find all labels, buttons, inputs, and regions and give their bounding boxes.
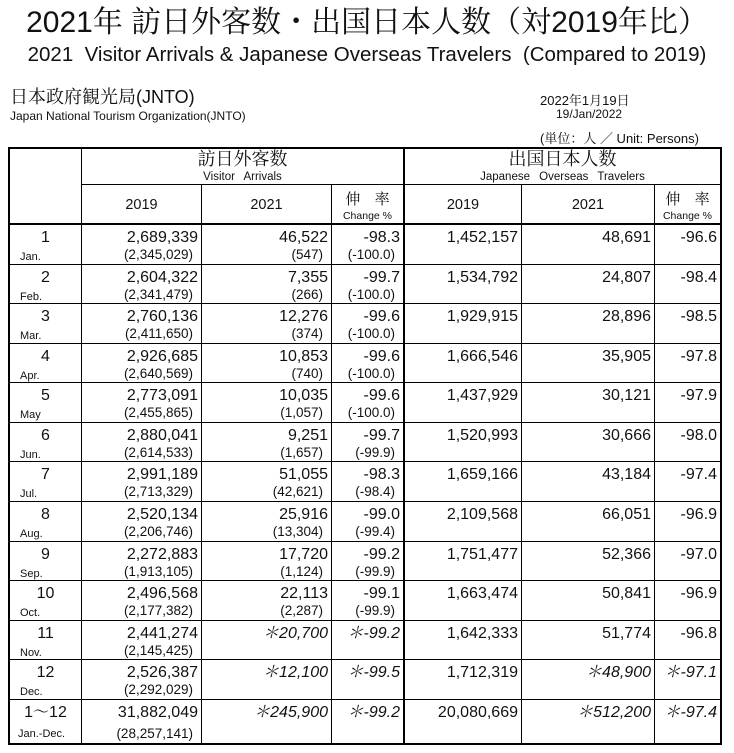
- overseas-2021-cell: [522, 383, 655, 423]
- overseas-travelers-title-en: Japanese Overseas Travelers: [480, 171, 645, 183]
- overseas-change-value: -98.0: [680, 426, 717, 444]
- visitor-2019-sub-value: (2,614,533): [123, 444, 193, 460]
- month-label-en: May: [20, 409, 41, 422]
- overseas-2019-cell: [405, 621, 522, 661]
- change-label-en: Change %: [662, 210, 713, 222]
- month-label-en: Mar.: [20, 330, 42, 343]
- visitor-change-value: -99.0: [363, 506, 400, 524]
- overseas-2019-cell: [405, 423, 522, 463]
- visitor-2021-value: 25,916: [279, 506, 328, 524]
- visitor-2019-cell: [82, 423, 202, 463]
- visitor-2019-value: 2,689,339: [126, 229, 198, 246]
- visitor-2019-cell: [82, 700, 202, 743]
- visitor-change-value: -99.1: [363, 585, 400, 603]
- overseas-2021-cell: [522, 542, 655, 582]
- organization-name: 日本政府観光局(JNTO): [10, 87, 195, 107]
- month-cell: [10, 344, 82, 384]
- overseas-2021-cell: [522, 462, 655, 502]
- page-title: 2021年 訪日外客数・出国日本人数（対2019年比）: [26, 6, 708, 39]
- overseas-change-value: -96.9: [680, 585, 717, 603]
- visitor-change-sub-value: (-100.0): [347, 247, 395, 262]
- visitor-2019-value: 2,760,136: [126, 308, 198, 326]
- visitor-2019-cell: [82, 304, 202, 344]
- overseas-change-value: -96.9: [680, 506, 717, 524]
- overseas-2021-cell: [522, 502, 655, 542]
- month-label: 12: [36, 664, 55, 682]
- overseas-2021-cell: [522, 581, 655, 621]
- overseas-2021-cell: [522, 225, 655, 265]
- visitor-2019-cell: [82, 502, 202, 542]
- visitor-2019-cell: [82, 265, 202, 305]
- visitor-2019-sub-value: (2,145,425): [123, 642, 193, 658]
- overseas-2021-value: 30,121: [602, 387, 651, 405]
- visitor-2021-header: 2021: [202, 185, 332, 225]
- overseas-2019-value: 1,534,792: [446, 268, 518, 286]
- overseas-2021-value: 35,905: [602, 347, 651, 365]
- visitor-2021-sub-value: (42,621): [272, 484, 323, 500]
- overseas-change-value: -97.4: [680, 466, 717, 484]
- visitor-change-cell: [332, 700, 405, 743]
- overseas-2021-value: 28,896: [602, 308, 651, 326]
- overseas-change-cell: [655, 581, 720, 621]
- overseas-2021-value: ＊48,900: [586, 664, 651, 682]
- visitor-change-cell: [332, 660, 405, 700]
- visitor-2019-header: 2019: [82, 185, 202, 225]
- overseas-2019-value: 1,437,929: [446, 387, 518, 405]
- overseas-2021-value: 50,841: [602, 585, 651, 603]
- overseas-2019-cell: [405, 542, 522, 582]
- visitor-2019-sub-value: (2,177,382): [123, 603, 193, 619]
- month-header-cell: [10, 149, 82, 225]
- visitor-change-sub-value: (-99.4): [355, 524, 395, 540]
- overseas-2021-cell: [522, 344, 655, 384]
- month-label: 6: [41, 426, 50, 444]
- overseas-2019-header: 2019: [405, 185, 522, 225]
- overseas-2021-value: 51,774: [602, 624, 651, 642]
- month-label-en: Jan.: [20, 251, 41, 263]
- month-cell: [10, 265, 82, 305]
- month-label-en: Dec.: [20, 686, 43, 699]
- month-cell: [10, 383, 82, 423]
- month-cell: [10, 581, 82, 621]
- month-cell: [10, 304, 82, 344]
- overseas-2021-cell: [522, 265, 655, 305]
- visitor-2021-value: 10,035: [279, 387, 328, 405]
- visitor-arrivals-title: 訪日外客数: [197, 149, 288, 169]
- overseas-2019-cell: [405, 304, 522, 344]
- overseas-change-cell: [655, 423, 720, 463]
- overseas-2019-value: 1,666,546: [446, 347, 518, 365]
- overseas-2021-cell: [522, 660, 655, 700]
- overseas-2019-value: 1,452,157: [446, 229, 518, 246]
- visitor-2019-cell: [82, 660, 202, 700]
- overseas-change-cell: [655, 660, 720, 700]
- visitor-2021-cell: [202, 225, 332, 265]
- change-label: 伸 率: [345, 191, 390, 208]
- visitor-2021-value: 22,113: [280, 585, 328, 603]
- month-label: 10: [36, 585, 55, 603]
- visitor-change-sub-value: (-98.4): [355, 484, 395, 500]
- overseas-2019-value: 1,642,333: [446, 624, 518, 642]
- visitor-change-value: ＊-99.2: [347, 624, 400, 642]
- visitor-2019-sub-value: (2,292,029): [123, 682, 193, 698]
- visitor-change-sub-value: (-100.0): [347, 286, 395, 302]
- visitor-2019-cell: [82, 383, 202, 423]
- visitor-change-cell: [332, 462, 405, 502]
- overseas-travelers-header: [405, 149, 720, 185]
- publish-date-en: 19/Jan/2022: [556, 107, 623, 121]
- overseas-change-header: [655, 185, 720, 225]
- visitor-change-value: -99.7: [363, 268, 400, 286]
- overseas-change-cell: [655, 265, 720, 305]
- overseas-2019-value: 1,751,477: [446, 545, 518, 563]
- month-label: 7: [41, 466, 50, 484]
- visitor-2019-cell: [82, 542, 202, 582]
- overseas-change-value: ＊-97.1: [664, 664, 717, 682]
- overseas-2019-cell: [405, 462, 522, 502]
- visitor-change-value: -99.6: [363, 347, 400, 365]
- month-cell: [10, 462, 82, 502]
- page-subtitle: 2021 Visitor Arrivals & Japanese Overseas Travelers (Compared to 2019): [27, 43, 707, 66]
- visitor-2021-cell: [202, 581, 332, 621]
- overseas-change-value: -96.8: [680, 624, 717, 642]
- month-label: 3: [41, 308, 50, 326]
- month-label: 8: [41, 506, 50, 524]
- visitor-2019-sub-value: (2,345,029): [123, 247, 193, 262]
- visitor-2019-cell: [82, 581, 202, 621]
- overseas-2021-value: 30,666: [602, 426, 651, 444]
- visitor-change-cell: [332, 383, 405, 423]
- overseas-2021-cell: [522, 423, 655, 463]
- visitor-change-cell: [332, 621, 405, 661]
- visitor-change-cell: [332, 423, 405, 463]
- visitor-change-sub-value: (-100.0): [347, 405, 395, 421]
- overseas-change-cell: [655, 344, 720, 384]
- overseas-2019-value: 1,929,915: [446, 308, 518, 326]
- visitor-2019-value: 2,880,041: [126, 426, 198, 444]
- month-label: 4: [41, 347, 50, 365]
- overseas-2019-cell: [405, 265, 522, 305]
- visitor-2021-cell: [202, 344, 332, 384]
- visitor-2019-sub-value: (2,206,746): [123, 524, 193, 540]
- visitor-arrivals-title-en: Visitor Arrivals: [203, 171, 282, 183]
- overseas-2019-cell: [405, 581, 522, 621]
- overseas-2021-value: 52,366: [602, 545, 651, 563]
- visitor-change-header: [332, 185, 405, 225]
- month-cell: [10, 502, 82, 542]
- overseas-2021-value: 43,184: [602, 466, 651, 484]
- visitor-change-sub-value: (-100.0): [347, 326, 395, 342]
- visitor-change-value: -98.3: [363, 466, 400, 484]
- month-label: 5: [41, 387, 50, 405]
- visitor-2019-sub-value: (2,411,650): [124, 326, 193, 342]
- month-cell: [10, 225, 82, 265]
- unit-note: (単位：人 ／ Unit: Persons): [540, 131, 699, 146]
- overseas-change-value: -96.6: [680, 229, 717, 246]
- overseas-2019-cell: [405, 344, 522, 384]
- overseas-change-cell: [655, 542, 720, 582]
- visitor-2021-value: 10,853: [279, 347, 328, 365]
- visitor-2021-value: ＊12,100: [263, 664, 328, 682]
- visitor-2021-value: 9,251: [287, 426, 328, 444]
- overseas-2021-cell: [522, 304, 655, 344]
- overseas-change-cell: [655, 502, 720, 542]
- visitor-2019-cell: [82, 621, 202, 661]
- overseas-2019-value: 1,659,166: [446, 466, 518, 484]
- visitor-change-cell: [332, 344, 405, 384]
- month-label-en: Nov.: [20, 646, 42, 659]
- overseas-2019-cell: [405, 502, 522, 542]
- organization-name-en: Japan National Tourism Organization(JNTO): [10, 109, 246, 123]
- month-label-en: Aug.: [20, 528, 43, 541]
- visitor-2021-value: ＊245,900: [254, 703, 328, 721]
- visitor-2021-sub-value: (740): [291, 365, 323, 381]
- overseas-2019-value: 1,663,474: [446, 585, 518, 603]
- overseas-2019-cell: [405, 383, 522, 423]
- visitor-change-value: -99.6: [363, 308, 400, 326]
- visitor-2019-value: 2,526,387: [126, 664, 198, 682]
- overseas-travelers-title: 出国日本人数: [508, 149, 617, 169]
- month-label: 1: [41, 229, 50, 246]
- overseas-2019-cell: [405, 660, 522, 700]
- visitor-change-cell: [332, 581, 405, 621]
- overseas-2021-value: 48,691: [602, 229, 651, 246]
- visitor-2021-cell: [202, 502, 332, 542]
- visitor-change-value: -99.7: [363, 426, 400, 444]
- overseas-change-cell: [655, 700, 720, 743]
- overseas-2021-header: 2021: [522, 185, 655, 225]
- month-label-en: Feb.: [20, 290, 43, 303]
- month-cell: [10, 423, 82, 463]
- overseas-change-value: -97.8: [680, 347, 717, 365]
- visitor-2019-value: 2,441,274: [126, 624, 198, 642]
- overseas-change-value: -97.9: [680, 387, 717, 405]
- month-cell: [10, 700, 82, 743]
- visitor-2019-cell: [82, 462, 202, 502]
- overseas-change-cell: [655, 462, 720, 502]
- month-cell: [10, 660, 82, 700]
- visitor-2021-value: 51,055: [279, 466, 328, 484]
- visitor-change-sub-value: (-99.9): [355, 444, 395, 460]
- overseas-2019-value: 20,080,669: [437, 703, 518, 721]
- month-cell: [10, 621, 82, 661]
- visitor-change-cell: [332, 265, 405, 305]
- overseas-change-value: ＊-97.4: [664, 703, 717, 721]
- overseas-2021-value: 66,051: [602, 506, 651, 524]
- month-label-en: Sep.: [20, 567, 43, 580]
- visitor-2021-cell: [202, 660, 332, 700]
- change-label-en: Change %: [342, 210, 393, 222]
- visitor-change-cell: [332, 542, 405, 582]
- visitor-change-value: -99.2: [363, 545, 400, 563]
- visitor-2021-cell: [202, 423, 332, 463]
- visitor-2019-cell: [82, 225, 202, 265]
- visitor-2021-value: 17,720: [279, 545, 328, 563]
- visitor-arrivals-header: [82, 149, 405, 185]
- visitor-2019-value: 2,520,134: [126, 506, 198, 524]
- visitor-2021-sub-value: (1,124): [280, 563, 323, 579]
- visitor-2021-value: 46,522: [279, 229, 328, 246]
- overseas-change-cell: [655, 383, 720, 423]
- visitor-change-value: -98.3: [363, 229, 400, 246]
- overseas-change-value: -98.4: [680, 268, 717, 286]
- visitor-2021-sub-value: (547): [291, 247, 323, 262]
- visitor-2019-value: 2,604,322: [126, 268, 198, 286]
- overseas-2021-value: ＊512,200: [577, 703, 651, 721]
- month-label: 11: [37, 624, 54, 642]
- visitor-2019-sub-value: (1,913,105): [123, 563, 193, 579]
- overseas-change-value: -97.0: [680, 545, 717, 563]
- visitor-2021-sub-value: (2,287): [280, 603, 323, 619]
- month-label: 2: [41, 268, 50, 286]
- month-label-en: Jun.: [20, 448, 41, 461]
- overseas-change-cell: [655, 304, 720, 344]
- visitor-2021-cell: [202, 700, 332, 743]
- visitor-2021-cell: [202, 542, 332, 582]
- month-label-en: Jul.: [20, 488, 38, 501]
- visitor-2019-value: 2,496,568: [126, 585, 198, 603]
- visitor-2021-sub-value: (13,304): [272, 524, 323, 540]
- overseas-2019-cell: [405, 225, 522, 265]
- visitor-change-cell: [332, 225, 405, 265]
- visitor-2021-sub-value: (374): [291, 326, 323, 342]
- visitor-2021-cell: [202, 462, 332, 502]
- visitor-2019-sub-value: (2,713,329): [123, 484, 193, 500]
- visitor-change-sub-value: (-100.0): [347, 365, 395, 381]
- overseas-2021-value: 24,807: [602, 268, 651, 286]
- visitor-change-value: ＊-99.2: [347, 703, 400, 721]
- visitor-change-value: ＊-99.5: [347, 664, 400, 682]
- overseas-2019-value: 1,520,993: [446, 426, 518, 444]
- visitor-2019-value: 31,882,049: [117, 703, 198, 721]
- visitor-2021-sub-value: (1,057): [280, 405, 323, 421]
- change-label: 伸 率: [665, 191, 710, 208]
- visitor-2021-value: ＊20,700: [263, 624, 328, 642]
- month-cell: [10, 542, 82, 582]
- visitor-2019-sub-value: (2,341,479): [123, 286, 193, 302]
- visitor-2019-value: 2,272,883: [126, 545, 198, 563]
- overseas-2019-value: 2,109,568: [446, 506, 518, 524]
- visitor-2019-cell: [82, 344, 202, 384]
- statistics-table: [8, 147, 722, 745]
- visitor-2019-value: 2,991,189: [126, 466, 198, 484]
- overseas-change-cell: [655, 225, 720, 265]
- overseas-2021-cell: [522, 621, 655, 661]
- visitor-2019-sub-value: (2,640,569): [123, 365, 193, 381]
- visitor-2021-sub-value: (1,657): [280, 444, 323, 460]
- visitor-change-sub-value: (-99.9): [355, 563, 395, 579]
- month-label: 9: [41, 545, 50, 563]
- visitor-2021-cell: [202, 383, 332, 423]
- overseas-2021-cell: [522, 700, 655, 743]
- visitor-change-value: -99.6: [363, 387, 400, 405]
- month-label-en: Apr.: [20, 369, 40, 382]
- visitor-2021-cell: [202, 265, 332, 305]
- visitor-2021-cell: [202, 621, 332, 661]
- visitor-2021-sub-value: (266): [291, 286, 323, 302]
- visitor-2019-value: 2,926,685: [126, 347, 198, 365]
- visitor-2021-value: 7,355: [287, 268, 328, 286]
- visitor-change-sub-value: (-99.9): [355, 603, 395, 619]
- overseas-change-cell: [655, 621, 720, 661]
- overseas-2019-cell: [405, 700, 522, 743]
- month-label-en: Oct.: [20, 607, 41, 620]
- visitor-change-cell: [332, 304, 405, 344]
- month-label: 1～12: [24, 703, 67, 721]
- visitor-2019-sub-value: (28,257,141): [116, 725, 193, 741]
- visitor-2021-cell: [202, 304, 332, 344]
- overseas-2019-value: 1,712,319: [446, 664, 518, 682]
- visitor-change-cell: [332, 502, 405, 542]
- month-label-en: Jan.-Dec.: [18, 727, 66, 740]
- visitor-2021-value: 12,276: [279, 308, 328, 326]
- overseas-change-value: -98.5: [680, 308, 717, 326]
- visitor-2019-sub-value: (2,455,865): [123, 405, 193, 421]
- visitor-2019-value: 2,773,091: [126, 387, 198, 405]
- publish-date: 2022年1月19日: [540, 93, 630, 108]
